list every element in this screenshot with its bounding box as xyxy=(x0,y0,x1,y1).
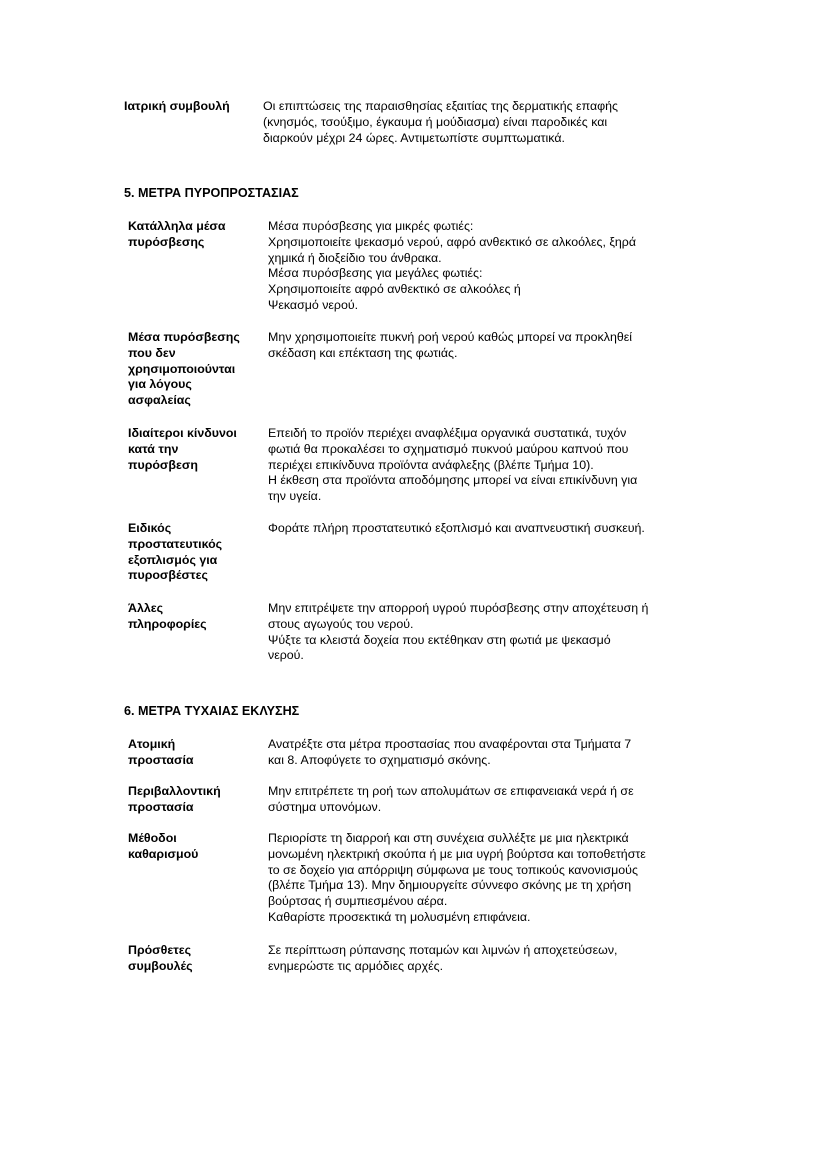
section-5-row-label: Μέσα πυρόσβεσης που δεν χρησιμοποιούνται για λόγους ασφαλείας xyxy=(128,330,240,408)
section-5-row-label: Ιδιαίτεροι κίνδυνοι κατά την πυρόσβεση xyxy=(128,426,237,472)
section-5-row-text: Επειδή το προϊόν περιέχει αναφλέξιμα οργανικά συστατικά, τυχόν φωτιά θα προκαλέσει το σχηματισμό πυκνού μαύρου καπνού που περιέχει επικίνδυνα προϊόντα ανάφλεξης (βλέπε Τμήμα 10). Η έκθεση στα προϊόντα αποδόμησης μπορεί να είναι επικίνδυνη για την υγεία. xyxy=(268,426,638,504)
section-6-row-label: Ατομική προστασία xyxy=(128,737,194,767)
section-6-row-text: Περιορίστε τη διαρροή και στη συνέχεια συλλέξτε με μια ηλεκτρικά μονωμένη ηλεκτρική σκούπα ή με μια υγρή βούρτσα και τοποθετήστε το σε δοχείο για απόρριψη σύμφωνα με τους τοπικούς κανονισμούς (βλέπε Τμήμα 13). Μην δημιουργείτε σύννεφο σκόνης με τη χρήση βούρτσας ή συμπιεσμένου αέρα. Καθαρίστε προσεκτικά τη μολυσμένη επιφάνεια. xyxy=(268,831,646,924)
intro-label: Ιατρική συμβουλή xyxy=(124,99,230,113)
section-6-row-label: Περιβαλλοντική προστασία xyxy=(128,784,221,814)
intro-text: Οι επιπτώσεις της παραισθησίας εξαιτίας της δερματικής επαφής (κνησμός, τσούξιμο, έγκαυμα ή μούδιασμα) είναι παροδικές και διαρκούν μέχρι 24 ώρες. Αντιμετωπίστε συμπτωματικά. xyxy=(263,99,619,145)
section-5-row-label: Άλλες πληροφορίες xyxy=(128,601,207,631)
section-5-row-text: Μέσα πυρόσβεσης για μικρές φωτιές: Χρησιμοποιείτε ψεκασμό νερού, αφρό ανθεκτικό σε αλκοόλες, ξηρά χημικά ή διοξείδιο του άνθρακα. Μέσα πυρόσβεσης για μεγάλες φωτιές: Χρησιμοποιείτε αφρό ανθεκτικό σε αλκοόλες ή Ψεκασμό νερού. xyxy=(268,219,636,312)
section-5-row-text: Μην επιτρέψετε την απορροή υγρού πυρόσβεσης στην αποχέτευση ή στους αγωγούς του νερού. Ψύξτε τα κλειστά δοχεία που εκτέθηκαν στη φωτιά με ψεκασμό νερού. xyxy=(268,601,649,663)
section-5-heading: 5. ΜΕΤΡΑ ΠΥΡΟΠΡΟΣΤΑΣΙΑΣ xyxy=(124,186,299,200)
section-5-row-text: Φοράτε πλήρη προστατευτικό εξοπλισμό και αναπνευστική συσκευή. xyxy=(268,521,645,535)
section-6-row-label: Πρόσθετες συμβουλές xyxy=(128,943,193,973)
section-6-row-text: Ανατρέξτε στα μέτρα προστασίας που αναφέρονται στα Τμήματα 7 και 8. Αποφύγετε το σχηματισμό σκόνης. xyxy=(268,737,632,767)
section-6-row-label: Μέθοδοι καθαρισμού xyxy=(128,831,199,861)
section-5-row-label: Ειδικός προστατευτικός εξοπλισμός για πυροσβέστες xyxy=(128,521,223,583)
section-6-heading: 6. ΜΕΤΡΑ ΤΥΧΑΙΑΣ ΕΚΛΥΣΗΣ xyxy=(124,704,300,718)
section-5-row-text: Μην χρησιμοποιείτε πυκνή ροή νερού καθώς μπορεί να προκληθεί σκέδαση και επέκταση της φωτιάς. xyxy=(268,330,632,360)
section-5-row-label: Κατάλληλα μέσα πυρόσβεσης xyxy=(128,219,226,249)
section-6-row-text: Μην επιτρέπετε τη ροή των απολυμάτων σε επιφανειακά νερά ή σε σύστημα υπονόμων. xyxy=(268,784,634,814)
section-6-row-text: Σε περίπτωση ρύπανσης ποταμών και λιμνών ή αποχετεύσεων, ενημερώστε τις αρμόδιες αρχές. xyxy=(268,943,618,973)
